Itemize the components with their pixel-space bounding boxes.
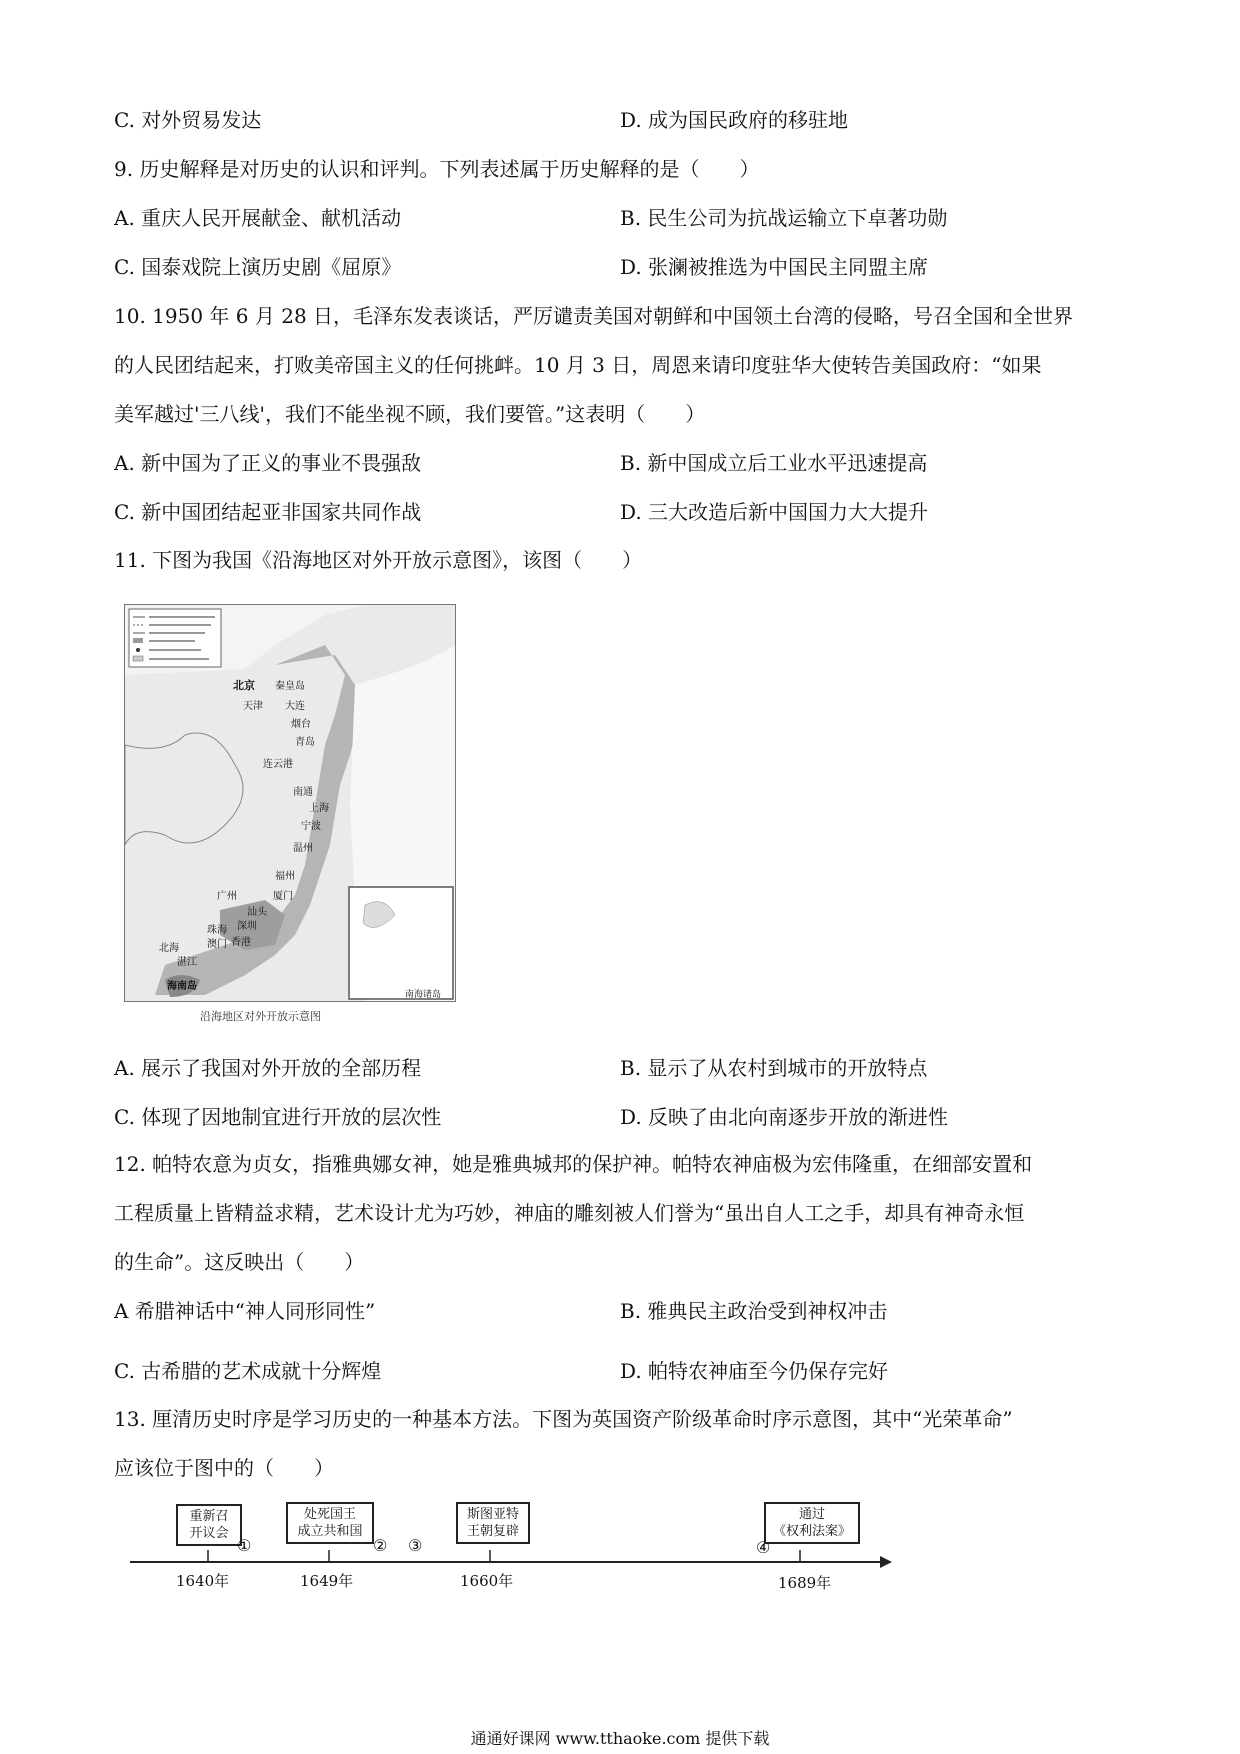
q8-option-c: C. 对外贸易发达	[114, 108, 262, 132]
map-label-beijing: 北京	[233, 679, 255, 692]
map-label-xiamen: 厦门	[273, 891, 293, 902]
timeline-year-1640: 1640年	[176, 1572, 230, 1590]
map-label-zhanjiang: 湛江	[177, 957, 197, 968]
timeline-year-1649: 1649年	[300, 1572, 354, 1590]
map-label-macao: 澳门	[207, 939, 227, 950]
q11-option-c: C. 体现了因地制宜进行开放的层次性	[114, 1105, 442, 1129]
q9-option-a: A. 重庆人民开展献金、献机活动	[114, 206, 402, 230]
map-label-nantong: 南通	[293, 787, 313, 798]
q13-stem-line1: 13. 厘清历史时序是学习历史的一种基本方法。下图为英国资产阶级革命时序示意图，其中“光荣革命”	[114, 1407, 1013, 1431]
q9-option-b: B. 民生公司为抗战运输立下卓著功勋	[620, 206, 948, 230]
page-footer: 通通好课网 www.tthaoke.com 提供下载	[470, 1729, 770, 1748]
q10-stem-line1: 10. 1950 年 6 月 28 日，毛泽东发表谈话，严厉谴责美国对朝鲜和中国领土台湾的侵略，号召全国和全世界	[114, 304, 1074, 328]
map-label-shenzhen: 深圳	[237, 921, 257, 932]
timeline-event-execute-king: 处死国王 成立共和国	[286, 1502, 374, 1544]
q13-stem-line2: 应该位于图中的（ ）	[114, 1456, 334, 1480]
map-label-lianyungang: 连云港	[263, 759, 293, 770]
timeline-year-1689: 1689年	[778, 1574, 832, 1592]
map-label-wenzhou: 温州	[293, 843, 313, 854]
map-label-guangzhou: 广州	[217, 891, 237, 902]
q12-stem-line3: 的生命”。这反映出（ ）	[114, 1250, 365, 1274]
map-label-tianjin: 天津	[243, 701, 263, 712]
q11-option-b: B. 显示了从农村到城市的开放特点	[620, 1056, 928, 1080]
q10-option-d: D. 三大改造后新中国国力大大提升	[620, 500, 929, 524]
map-label-zhuhai: 珠海	[207, 925, 227, 936]
q12-stem-line2: 工程质量上皆精益求精，艺术设计尤为巧妙，神庙的雕刻被人们誉为“虽出自人工之手，却具有神奇永恒	[114, 1201, 1025, 1225]
revolution-timeline	[110, 1490, 900, 1600]
timeline-marker-1: ①	[237, 1536, 252, 1555]
map-label-fuzhou: 福州	[275, 871, 295, 882]
map-label-hongkong: 香港	[231, 937, 251, 948]
timeline-event-reconvene-parliament: 重新召 开议会	[176, 1504, 242, 1546]
map-label-qinhuangdao: 秦皇岛	[275, 681, 305, 692]
q9-option-c: C. 国泰戏院上演历史剧《屈原》	[114, 255, 402, 279]
map-label-dalian: 大连	[285, 701, 305, 712]
map-label-shantou: 汕头	[247, 907, 267, 918]
map-label-yantai: 烟台	[291, 719, 311, 730]
q12-option-b: B. 雅典民主政治受到神权冲击	[620, 1299, 888, 1323]
timeline-marker-2: ②	[373, 1536, 388, 1555]
q12-option-a: A 希腊神话中“神人同形同性”	[114, 1299, 376, 1323]
q10-stem-line3: 美军越过'三八线'，我们不能坐视不顾，我们要管。”这表明（ ）	[114, 402, 706, 426]
timeline-marker-4: ④	[756, 1538, 771, 1557]
map-label-shanghai: 上海	[309, 803, 329, 814]
map-label-hainan: 海南岛	[167, 981, 197, 992]
map-label-qingdao: 青岛	[295, 737, 315, 748]
q11-option-a: A. 展示了我国对外开放的全部历程	[114, 1056, 422, 1080]
q9-option-d: D. 张澜被推选为中国民主同盟主席	[620, 255, 929, 279]
q11-option-d: D. 反映了由北向南逐步开放的渐进性	[620, 1105, 949, 1129]
timeline-year-1660: 1660年	[460, 1572, 514, 1590]
q10-option-c: C. 新中国团结起亚非国家共同作战	[114, 500, 422, 524]
timeline-event-stuart-restoration: 斯图亚特 王朝复辟	[456, 1502, 530, 1544]
q9-stem: 9. 历史解释是对历史的认识和评判。下列表述属于历史解释的是（ ）	[114, 157, 760, 181]
coastal-opening-map	[124, 604, 456, 1002]
map-caption: 沿海地区对外开放示意图	[200, 1010, 321, 1023]
map-label-nanhai: 南海诸岛	[405, 990, 442, 1000]
q11-stem: 11. 下图为我国《沿海地区对外开放示意图》，该图（ ）	[114, 548, 643, 572]
q10-option-a: A. 新中国为了正义的事业不畏强敌	[114, 451, 422, 475]
map-label-beihai: 北海	[159, 943, 179, 954]
timeline-event-bill-of-rights: 通过 《权利法案》	[764, 1502, 860, 1544]
q8-option-d: D. 成为国民政府的移驻地	[620, 108, 849, 132]
map-label-ningbo: 宁波	[301, 821, 321, 832]
timeline-marker-3: ③	[408, 1536, 423, 1555]
map-inset-south-sea	[349, 887, 453, 999]
q10-stem-line2: 的人民团结起来，打败美帝国主义的任何挑衅。10 月 3 日，周恩来请印度驻华大使转告美国政府：“如果	[114, 353, 1042, 377]
q12-stem-line1: 12. 帕特农意为贞女，指雅典娜女神，她是雅典城邦的保护神。帕特农神庙极为宏伟隆重，在细部安置和	[114, 1152, 1033, 1176]
q10-option-b: B. 新中国成立后工业水平迅速提高	[620, 451, 928, 475]
q12-option-c: C. 古希腊的艺术成就十分辉煌	[114, 1359, 382, 1383]
q12-option-d: D. 帕特农神庙至今仍保存完好	[620, 1359, 889, 1383]
